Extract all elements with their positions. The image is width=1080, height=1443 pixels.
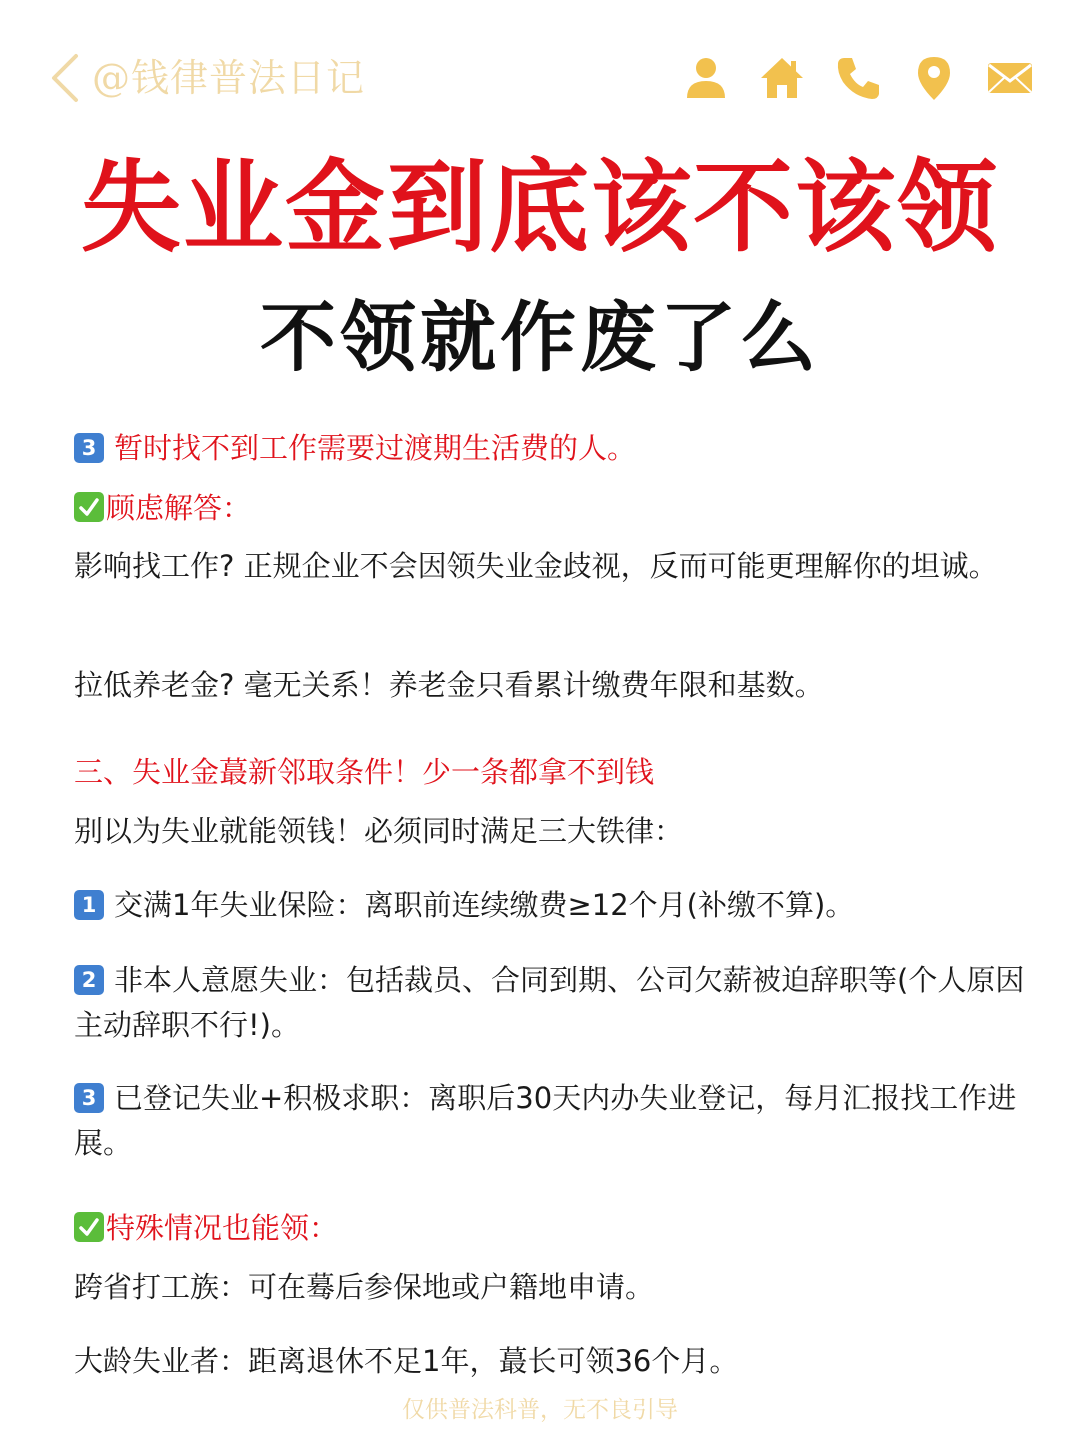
condition-text: 非本人意愿失业：包括裁员、合同到期、公司欠薪被迫辞职等(个人原因主动辞职不行!)。 — [74, 963, 1025, 1042]
heading-text: 特殊情况也能领： — [106, 1211, 339, 1245]
concerns-heading — [74, 487, 1034, 529]
condition-text: 交满1年失业保险：离职前连续缴费≥12个月(补缴不算)。 — [114, 888, 855, 922]
person-icon[interactable] — [682, 54, 730, 104]
main-title: 失业金到底该不该领 — [81, 149, 999, 266]
number-badge-1: 1 — [74, 890, 104, 920]
condition-item-1 — [74, 884, 1034, 926]
back-chevron-icon[interactable] — [46, 50, 86, 106]
number-badge-2: 2 — [74, 965, 104, 995]
condition-item-2 — [74, 958, 1034, 1048]
phone-icon[interactable] — [834, 54, 882, 104]
paragraph-pension-impact: 拉低养老金? 毫无关系！养老金只看累计缴费年限和基数。 — [74, 668, 824, 702]
checkmark-icon — [74, 1212, 104, 1242]
number-badge-3: 3 — [74, 433, 104, 463]
heading-text: 顾虑解答： — [106, 491, 252, 525]
paragraph-job-impact: 影响找工作? 正规企业不会因领失业金歧视，反而可能更理解你的坦诚。 — [74, 549, 998, 583]
top-bar — [0, 0, 1080, 150]
list-item-3-target-group — [74, 427, 1034, 469]
checkmark-icon — [74, 492, 104, 522]
list-item-text: 暂时找不到工作需要过渡期生活费的人。 — [114, 431, 637, 465]
home-icon[interactable] — [758, 54, 806, 104]
sub-title: 不领就作废了么 — [260, 293, 820, 382]
mail-icon[interactable] — [986, 54, 1034, 104]
location-pin-icon[interactable] — [910, 54, 958, 104]
paragraph-cross-province: 跨省打工族：可在蓦后参保地或户籍地申请。 — [74, 1270, 655, 1304]
special-cases-heading — [74, 1207, 1034, 1249]
condition-text: 已登记失业+积极求职：离职后30天内办失业登记，每月汇报找工作进展。 — [74, 1081, 1017, 1160]
conditions-heading: 三、失业金蕞新邻取条件！少一条都拿不到钱 — [74, 755, 655, 789]
condition-item-3 — [74, 1076, 1034, 1166]
conditions-intro: 别以为失业就能领钱！必须同时满足三大铁律： — [74, 814, 684, 848]
disclaimer-footer: 仅供普法科普，无不良引导 — [402, 1397, 678, 1423]
contact-icon-group — [682, 54, 1034, 104]
paragraph-older-workers: 大龄失业者：距离退休不足1年，蕞长可领36个月。 — [74, 1344, 739, 1378]
number-badge-3: 3 — [74, 1083, 104, 1113]
account-handle[interactable]: @钱律普法日记 — [92, 56, 366, 100]
